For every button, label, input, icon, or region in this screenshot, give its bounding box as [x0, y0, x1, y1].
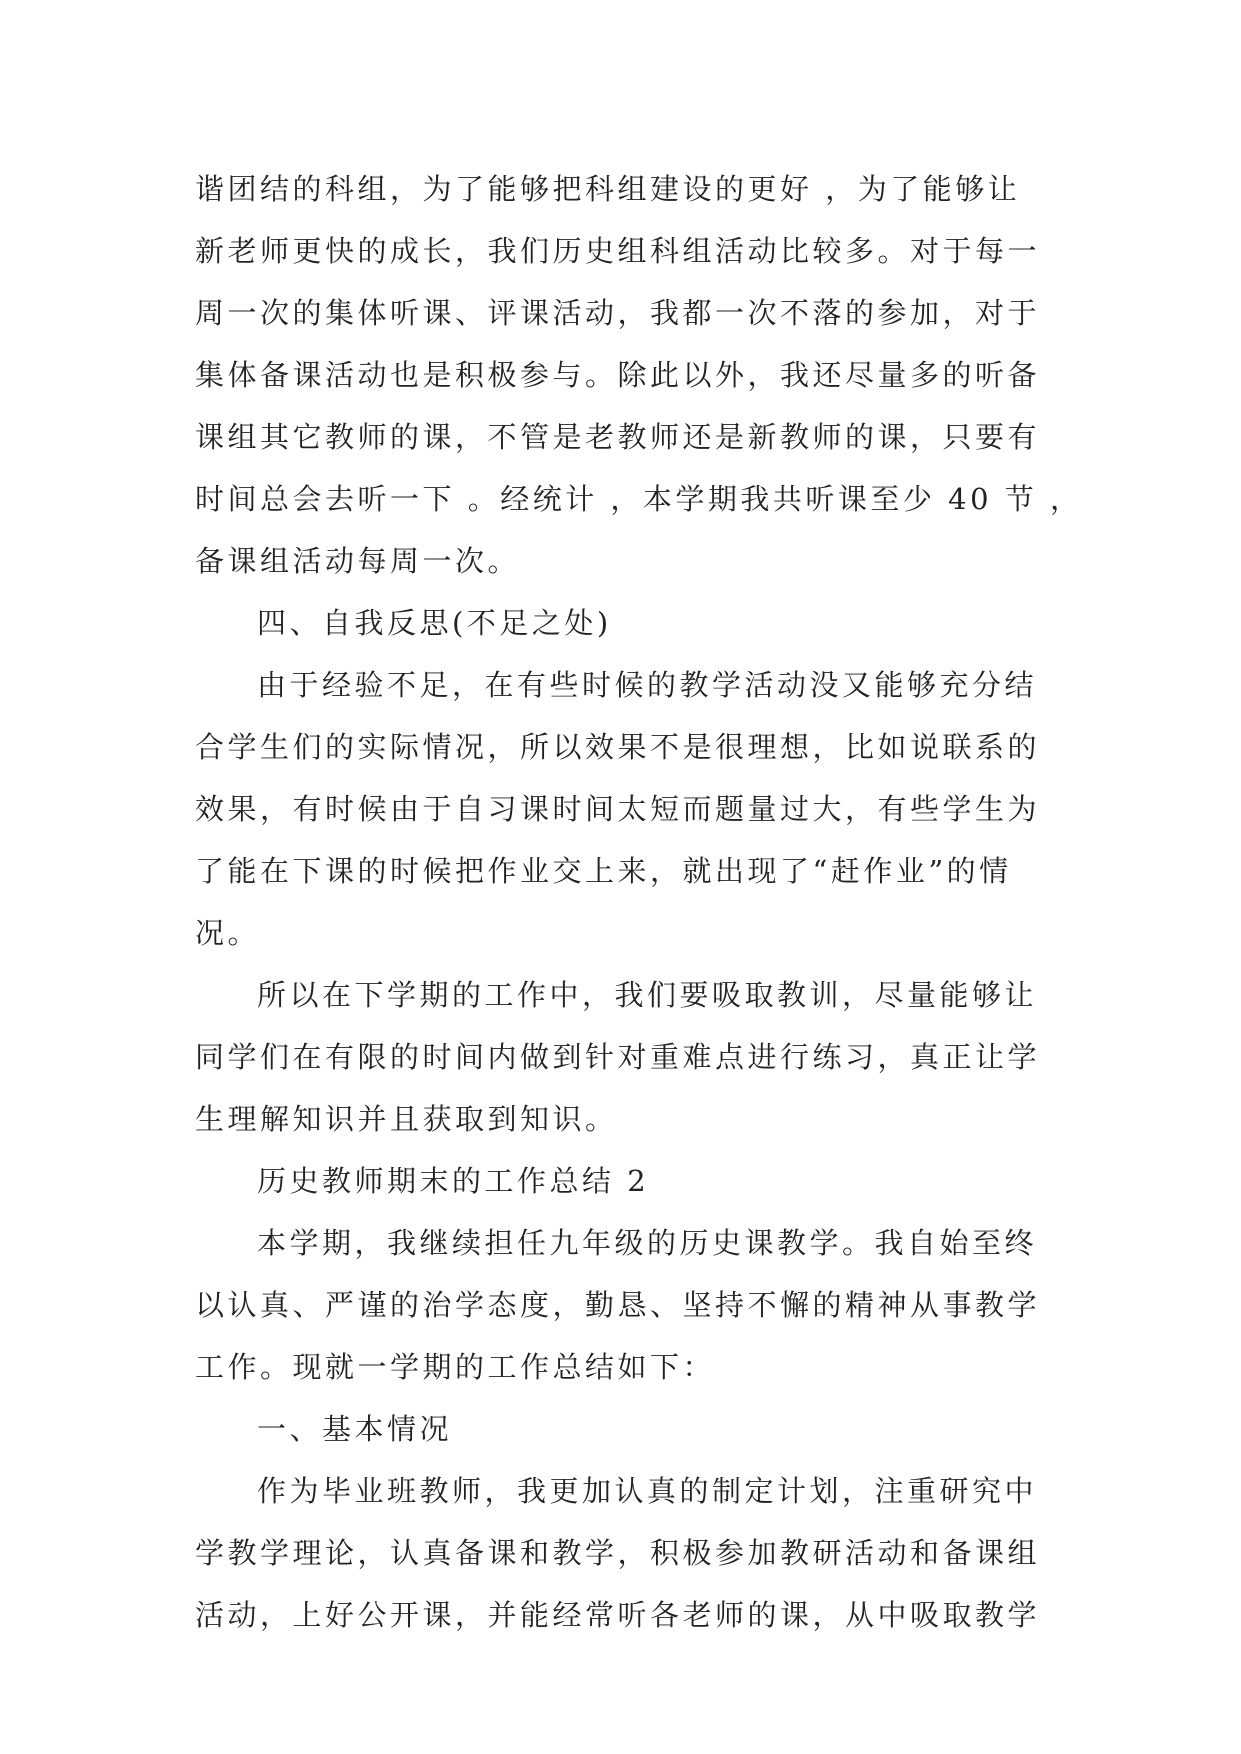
text-line: 时间总会去听一下 。经统计 ，本学期我共听课至少 40 节 ， — [195, 482, 1083, 516]
text-line: 工作。现就一学期的工作总结如下： — [195, 1350, 716, 1384]
text-line: 合学生们的实际情况，所以效果不是很理想，比如说联系的 — [195, 730, 1041, 764]
text-line: 新老师更快的成长，我们历史组科组活动比较多。对于每一 — [195, 234, 1041, 268]
text-line: 课组其它教师的课，不管是老教师还是新教师的课，只要有 — [195, 420, 1041, 454]
text-line: 备课组活动每周一次。 — [195, 544, 521, 578]
text-line: 学教学理论，认真备课和教学，积极参加教研活动和备课组 — [195, 1536, 1041, 1570]
document-body — [195, 158, 1083, 1646]
section-heading: 四、自我反思(不足之处) — [257, 606, 612, 640]
text-line: 周一次的集体听课、评课活动，我都一次不落的参加，对于 — [195, 296, 1041, 330]
text-line: 同学们在有限的时间内做到针对重难点进行练习，真正让学 — [195, 1040, 1041, 1074]
text-line: 以认真、严谨的治学态度，勤恳、坚持不懈的精神从事教学 — [195, 1288, 1041, 1322]
text-line: 作为毕业班教师，我更加认真的制定计划，注重研究中 — [257, 1474, 1038, 1508]
text-line: 了能在下课的时候把作业交上来，就出现了“赶作业”的情 — [195, 854, 1012, 888]
text-line: 本学期，我继续担任九年级的历史课教学。我自始至终 — [257, 1226, 1038, 1260]
text-line: 谐团结的科组，为了能够把科组建设的更好 ，为了能够让 — [195, 172, 1021, 206]
text-line: 生理解知识并且获取到知识。 — [195, 1102, 618, 1136]
text-line: 集体备课活动也是积极参与。除此以外，我还尽量多的听备 — [195, 358, 1041, 392]
text-line: 所以在下学期的工作中，我们要吸取教训，尽量能够让 — [257, 978, 1038, 1012]
document-subtitle: 历史教师期末的工作总结 2 — [257, 1164, 650, 1198]
section-heading: 一、基本情况 — [257, 1412, 453, 1446]
text-line: 活动，上好公开课，并能经常听各老师的课，从中吸取教学 — [195, 1598, 1041, 1632]
text-line: 效果，有时候由于自习课时间太短而题量过大，有些学生为 — [195, 792, 1041, 826]
text-line: 由于经验不足，在有些时候的教学活动没又能够充分结 — [257, 668, 1038, 702]
text-line: 况。 — [195, 916, 261, 950]
